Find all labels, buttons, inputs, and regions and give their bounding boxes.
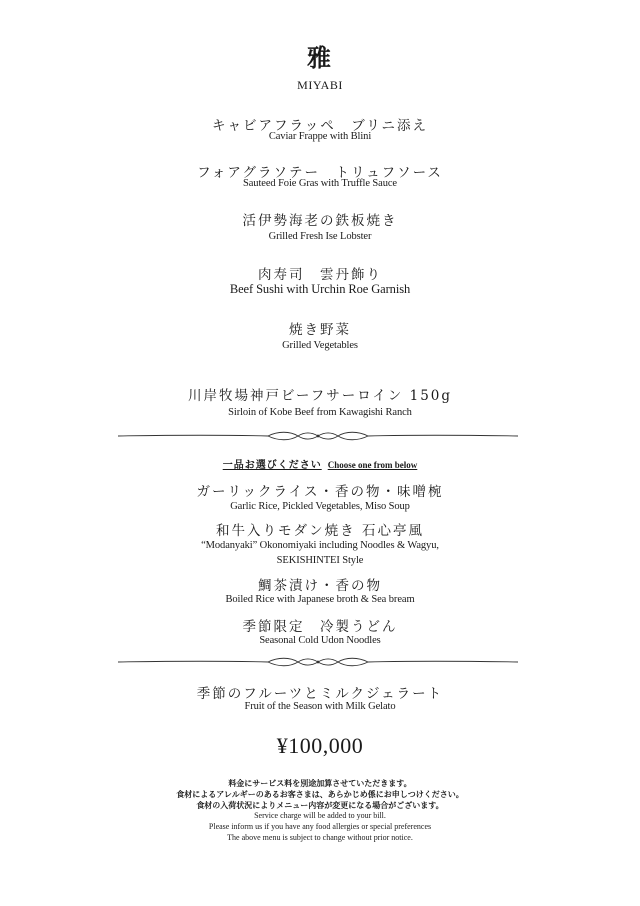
choice-2-jp: 和牛入りモダン焼き 石心亭風 <box>216 523 424 539</box>
course-1-jp: キャビアフラッペ ブリニ添え <box>212 118 428 134</box>
course-5-en: Grilled Vegetables <box>282 340 358 351</box>
menu-title: 雅 <box>307 43 333 72</box>
ornamental-divider <box>118 656 518 668</box>
choose-one-jp: 一品お選びください <box>222 460 322 471</box>
course-2-jp: フォアグラソテー トリュフソース <box>197 165 443 181</box>
choice-4-en: Seasonal Cold Udon Noodles <box>259 635 381 646</box>
menu-subtitle: MIYABI <box>297 78 343 92</box>
course-6-jp: 川岸牧場神戸ビーフサーロイン 150g <box>187 388 453 404</box>
dessert-en: Fruit of the Season with Milk Gelato <box>244 701 396 712</box>
choice-1-en: Garlic Rice, Pickled Vegetables, Miso Soup <box>230 501 410 512</box>
dessert-jp: 季節のフルーツとミルクジェラート <box>196 686 444 702</box>
course-4-en: Beef Sushi with Urchin Roe Garnish <box>229 282 411 296</box>
choice-2-en: “Modanyaki” Okonomiyaki including Noodles & Wagyu, <box>201 540 439 551</box>
course-4-jp: 肉寿司 雲丹飾り <box>258 267 382 283</box>
course-3-jp: 活伊勢海老の鉄板焼き <box>242 213 398 229</box>
choose-one-en: Choose one from below <box>327 460 418 470</box>
course-2-en: Sauteed Foie Gras with Truffle Sauce <box>243 178 397 189</box>
note-en-3: The above menu is subject to change without prior notice. <box>227 833 413 842</box>
ornamental-divider <box>118 430 518 442</box>
note-jp-3: 食材の入荷状況によりメニュー内容が変更になる場合がございます。 <box>196 800 444 810</box>
course-6-en: Sirloin of Kobe Beef from Kawagishi Ranch <box>228 407 412 418</box>
note-en-2: Please inform us if you have any food allergies or special preferences <box>208 822 432 831</box>
note-jp-1: 料金にサービス料を別途加算させていただきます。 <box>228 778 412 788</box>
choice-2-en-line2: SEKISHINTEI Style <box>276 555 364 566</box>
note-jp-2: 食材によるアレルギーのあるお客さまは、あらかじめ係にお申しつけください。 <box>176 789 464 799</box>
choice-4-jp: 季節限定 冷製うどん <box>242 619 398 635</box>
course-1-en: Caviar Frappe with Blini <box>268 131 372 142</box>
note-en-1: Service charge will be added to your bill. <box>254 811 386 820</box>
choice-1-jp: ガーリックライス・香の物・味噌椀 <box>196 484 444 500</box>
course-5-jp: 焼き野菜 <box>289 322 351 338</box>
choice-3-jp: 鯛茶漬け・香の物 <box>258 578 382 594</box>
price: ¥100,000 <box>276 733 364 758</box>
choose-one-heading <box>0 456 640 471</box>
choice-3-en: Boiled Rice with Japanese broth & Sea bream <box>225 594 415 605</box>
course-3-en: Grilled Fresh Ise Lobster <box>268 231 372 242</box>
